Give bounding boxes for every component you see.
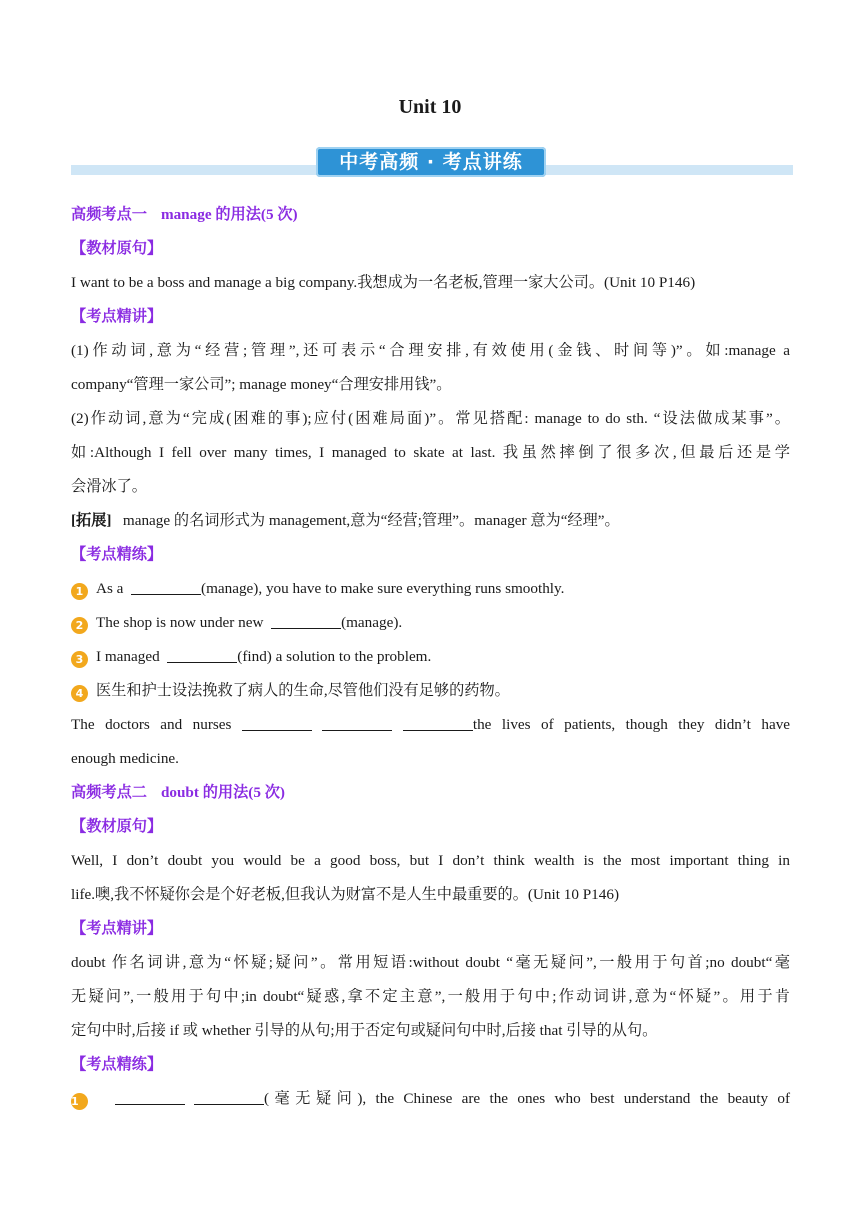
point1-heading-b: manage 的用法(5 次): [160, 206, 298, 223]
q3-text-b: (find) a solution to the problem.: [237, 648, 432, 665]
point1-explain-1a: (1)作动词,意为“经营;管理”,还可表示“合理安排,有效使用(金钱、时间等)”。如:manage a: [71, 342, 790, 359]
section-banner: 中考高频 · 考点讲练: [316, 147, 546, 177]
point2-textbook-b: life.噢,我不怀疑你会是个好老板,但我认为财富不是人生中最重要的。(Unit 10 P146): [71, 886, 620, 903]
answer-blank[interactable]: [194, 1089, 264, 1105]
point2-q1-text: (毫无疑问), the Chinese are the ones who best understand the beauty of: [263, 1090, 791, 1107]
point1-textbook-sentence: I want to be a boss and manage a big company.我想成为一名老板,管理一家大公司。(Unit 10 P146): [71, 274, 696, 291]
answer-blank[interactable]: [322, 715, 392, 731]
q4-chinese: 医生和护士设法挽救了病人的生命,尽管他们没有足够的药物。: [96, 682, 510, 699]
point2-explain-a: doubt 作名词讲,意为“怀疑;疑问”。常用短语:without doubt “毫无疑问”,一般用于句首;no doubt“毫: [71, 954, 790, 971]
number-badge-icon: 2: [71, 617, 88, 634]
point1-textbook-label: 【教材原句】: [71, 240, 163, 257]
point1-q2: [71, 606, 790, 640]
q2-text-a: The shop is now under new: [96, 614, 264, 631]
point1-extend: [71, 504, 790, 538]
q3-text-a: I managed: [96, 648, 160, 665]
point1-q4-end: enough medicine.: [71, 750, 179, 767]
q2-text-b: (manage).: [341, 614, 403, 631]
number-badge-icon: 1: [71, 583, 88, 600]
point2-practice-label: 【考点精练】: [71, 1056, 163, 1073]
answer-blank[interactable]: [131, 579, 201, 595]
page-title: Unit 10: [398, 96, 462, 118]
number-badge-icon: 1: [71, 1093, 88, 1110]
point1-explain-label: 【考点精讲】: [71, 308, 163, 325]
point1-q1: [71, 572, 790, 606]
point2-textbook-a: Well, I don’t doubt you would be a good boss, but I don’t think wealth is the most important thing in: [71, 852, 790, 869]
q4-text-a: The doctors and nurses: [71, 716, 232, 733]
point1-heading: [71, 198, 790, 232]
point2-explain-c: 定句中时,后接 if 或 whether 引导的从句;用于否定句或疑问句中时,后接 that 引导的从句。: [71, 1022, 658, 1039]
extend-text: manage 的名词形式为 management,意为“经营;管理”。manager 意为“经理”。: [122, 512, 620, 529]
q1-text-a: As a: [96, 580, 124, 597]
answer-blank[interactable]: [271, 613, 341, 629]
point2-textbook-label: 【教材原句】: [71, 818, 163, 835]
point2-heading-b: doubt 的用法(5 次): [160, 784, 285, 801]
number-badge-icon: 3: [71, 651, 88, 668]
point1-heading-a: 高频考点一: [71, 206, 147, 223]
point2-explain-label: 【考点精讲】: [71, 920, 163, 937]
point2-q1: [71, 1082, 790, 1116]
answer-blank[interactable]: [115, 1089, 185, 1105]
point2-explain-b: 无疑问”,一般用于句中;in doubt“疑惑,拿不定主意”,一般用于句中;作动词讲,意为“怀疑”。用于肯: [71, 988, 790, 1005]
point2-heading: [71, 776, 790, 810]
content: [71, 198, 790, 1116]
answer-blank[interactable]: [403, 715, 473, 731]
answer-blank[interactable]: [167, 647, 237, 663]
extend-tag: [拓展]: [71, 512, 112, 529]
point1-explain-2b: 如:Although I fell over many times, I managed to skate at last. 我虽然摔倒了很多次,但最后还是学: [71, 444, 790, 461]
point1-q4-english: [71, 708, 790, 742]
point2-heading-a: 高频考点二: [71, 784, 147, 801]
q1-text-b: (manage), you have to make sure everything runs smoothly.: [201, 580, 565, 597]
q4-text-b: the lives of patients, though they didn’t have: [472, 716, 791, 733]
point1-explain-2c: 会滑冰了。: [71, 478, 147, 495]
point1-q3: [71, 640, 790, 674]
answer-blank[interactable]: [242, 715, 312, 731]
point1-explain-2a: (2)作动词,意为“完成(困难的事);应付(困难局面)”。常见搭配: manage to do sth. “设法做成某事”。: [71, 410, 790, 427]
point1-q4: [71, 674, 790, 708]
point1-explain-1b: company“管理一家公司”; manage money“合理安排用钱”。: [71, 376, 452, 393]
number-badge-icon: 4: [71, 685, 88, 702]
point1-practice-label: 【考点精练】: [71, 546, 163, 563]
